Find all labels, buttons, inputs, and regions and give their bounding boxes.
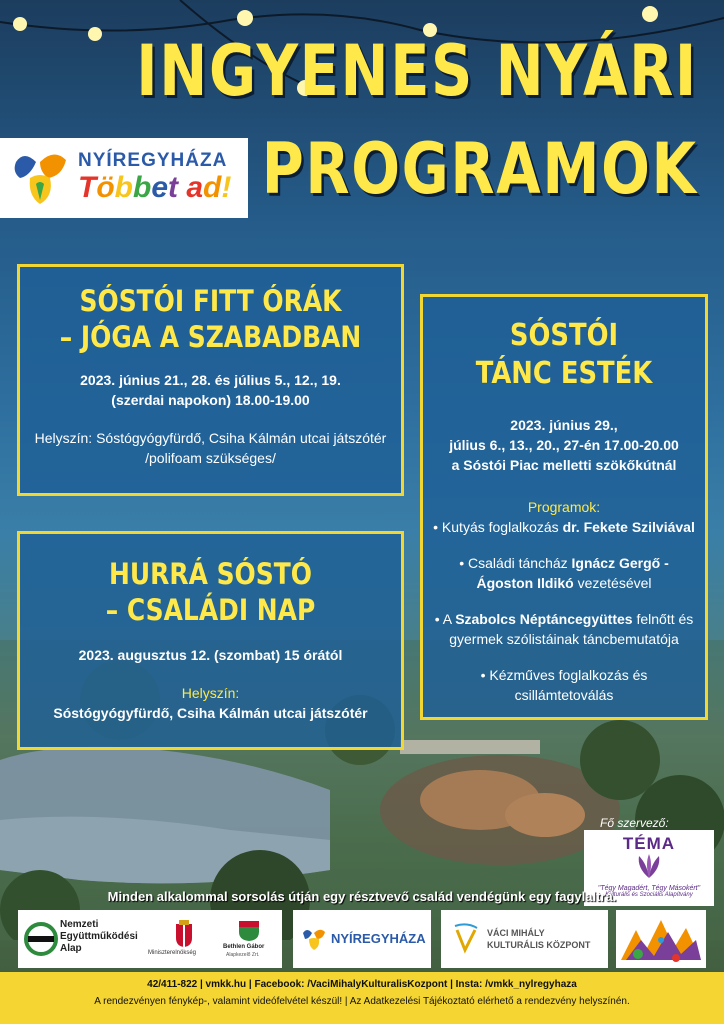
slogan-letter: ö	[96, 171, 115, 204]
program-item-crafts	[423, 665, 705, 705]
program-ensemble-prefix: • A	[434, 611, 456, 627]
vmkk-name	[487, 927, 590, 951]
event-fitt-title-line-1: SÓSTÓI FITT ÓRÁK	[79, 284, 342, 318]
headline-line-2: PROGRAMOK	[262, 128, 698, 210]
event-fitt-location-line-2: /polifoam szükséges/	[145, 449, 276, 466]
headline-line-1: INGYENES NYÁRI	[136, 30, 698, 112]
event-dance-dates-line-2: július 6., 13., 20., 27-én 17.00-20.00	[449, 437, 679, 453]
program-ensemble-text-2: gyermek szólistáinak táncbemutatója	[449, 631, 679, 647]
program-dance-house-text: • Családi táncház	[459, 555, 572, 571]
slogan-letter: t	[168, 171, 178, 204]
organizer-label: Fő szervező:	[600, 816, 669, 830]
slogan-letter: b	[114, 171, 133, 204]
program-dogs-text: • Kutyás foglalkozás	[433, 519, 563, 535]
ministry-name: Miniszterelnökség	[148, 950, 197, 956]
slogan-letter: e	[151, 171, 168, 204]
program-dance-house-host-2: Ágoston Ildikó	[476, 575, 574, 591]
logo-slogan	[78, 171, 231, 205]
program-item-folk-ensemble	[423, 609, 705, 649]
event-dance-title-line-1: SÓSTÓI	[509, 318, 619, 353]
event-fitt-title-line-2: – JÓGA A SZABADBAN	[59, 320, 362, 355]
footer-notice: A rendezvényen fénykép-, valamint videófelvétel készül! | Az Adatkezelési Tájékoztató elérhető a rendezvény helyszínén.	[94, 996, 630, 1007]
event-dance-title-line-2: TÁNC ESTÉK	[475, 356, 653, 391]
slogan-letter: a	[186, 171, 204, 204]
program-dogs-host: dr. Fekete Szilviával	[562, 519, 695, 535]
event-fitt-location	[20, 428, 401, 468]
program-item-dance-house	[423, 553, 705, 593]
program-crafts-line-1: • Kézműves foglalkozás és	[480, 667, 648, 683]
nea-name-line-3: Alap	[60, 943, 82, 954]
event-family-title-line-2: – CSALÁDI NAP	[105, 593, 316, 628]
nea-name	[60, 919, 138, 955]
sponsor-colorful-logo	[616, 910, 706, 968]
program-dance-house-suffix: vezetésével	[573, 575, 652, 591]
slogan-letter: d	[203, 171, 222, 204]
event-dance-dates	[423, 415, 705, 475]
footer-contacts: 42/411-822 | vmkk.hu | Facebook: /VaciMihalyKulturalisKozpont | Insta: /vmkk_nylregyhaza	[147, 979, 577, 990]
event-dance-dates-line-3: a Sóstói Piac melletti szökőkútnál	[451, 457, 677, 473]
logo-city-name: NYÍREGYHÁZA	[78, 150, 228, 171]
event-dance-dates-line-1: 2023. június 29.,	[510, 417, 618, 433]
event-family-title	[47, 556, 375, 629]
footer-bar	[0, 972, 724, 1024]
sponsor-city	[293, 910, 431, 968]
sponsor-vmkk	[441, 910, 608, 968]
event-fitt-title	[47, 283, 375, 356]
program-crafts-line-2: csillámtetoválás	[514, 687, 614, 703]
event-dance-programs-label: Programok:	[527, 499, 601, 515]
nea-name-line-2: Együttműködési	[60, 931, 138, 942]
program-dance-house-host-1: Ignácz Gergő -	[571, 555, 669, 571]
event-fitt-dates-line-1: 2023. június 21., 28. és július 5., 12., 19.	[80, 371, 341, 388]
vmkk-logo-icon	[451, 922, 481, 954]
nea-logo-icon	[24, 922, 58, 956]
slogan-letter: !	[221, 171, 232, 204]
city-small-emblem-icon	[301, 927, 327, 951]
sponsor-group-govt	[18, 910, 282, 968]
program-ensemble-text: felnőtt és	[632, 611, 694, 627]
event-box-fitt	[17, 264, 404, 496]
slogan-letter: T	[78, 171, 97, 204]
bga-logo-icon	[236, 918, 262, 942]
event-box-dance	[420, 294, 708, 720]
bga-subtitle: Alapkezelő Zrt.	[226, 952, 260, 958]
organizer-motto: "Tégy Magadért, Tégy Másokért"	[597, 885, 701, 892]
vmkk-name-line-2: KULTURÁLIS KÖZPONT	[487, 940, 591, 950]
event-family-title-line-1: HURRÁ SÓSTÓ	[109, 557, 312, 591]
program-item-dogs	[423, 517, 705, 537]
event-family-location: Sóstógyógyfürdő, Csiha Kálmán utcai játszótér	[53, 704, 368, 721]
organizer-subtitle: Kulturális és Szociális Alapítvány	[605, 892, 693, 898]
slogan-letter: b	[132, 171, 152, 204]
organizer-name: TÉMA	[622, 834, 676, 853]
event-box-family-day	[17, 531, 404, 750]
bga-name: Bethlen Gábor	[223, 944, 265, 950]
event-fitt-dates-line-2: (szerdai napokon) 18.00-19.00	[111, 391, 310, 408]
tema-flower-icon	[629, 854, 669, 880]
program-ensemble-name: Szabolcs Néptáncegyüttes	[455, 611, 633, 627]
sponsor-city-name: NYÍREGYHÁZA	[331, 931, 426, 946]
event-fitt-location-line-1: Helyszín: Sóstógyógyfürdő, Csiha Kálmán utcai játszótér	[34, 429, 387, 446]
vmkk-name-line-1: VÁCI MIHÁLY	[487, 928, 545, 938]
city-emblem-icon	[10, 148, 72, 208]
hungary-coat-of-arms-icon	[174, 920, 194, 948]
colorful-art-logo-icon	[616, 910, 706, 968]
nea-name-line-1: Nemzeti	[60, 919, 99, 930]
event-family-location-label: Helyszín:	[181, 684, 240, 701]
event-dance-title	[443, 317, 686, 393]
event-fitt-dates	[20, 370, 401, 410]
event-family-date: 2023. augusztus 12. (szombat) 15 órától	[78, 646, 343, 663]
lottery-notice: Minden alkalommal sorsolás útján egy résztvevő család vendégünk egy fagylaltra.	[107, 889, 617, 904]
